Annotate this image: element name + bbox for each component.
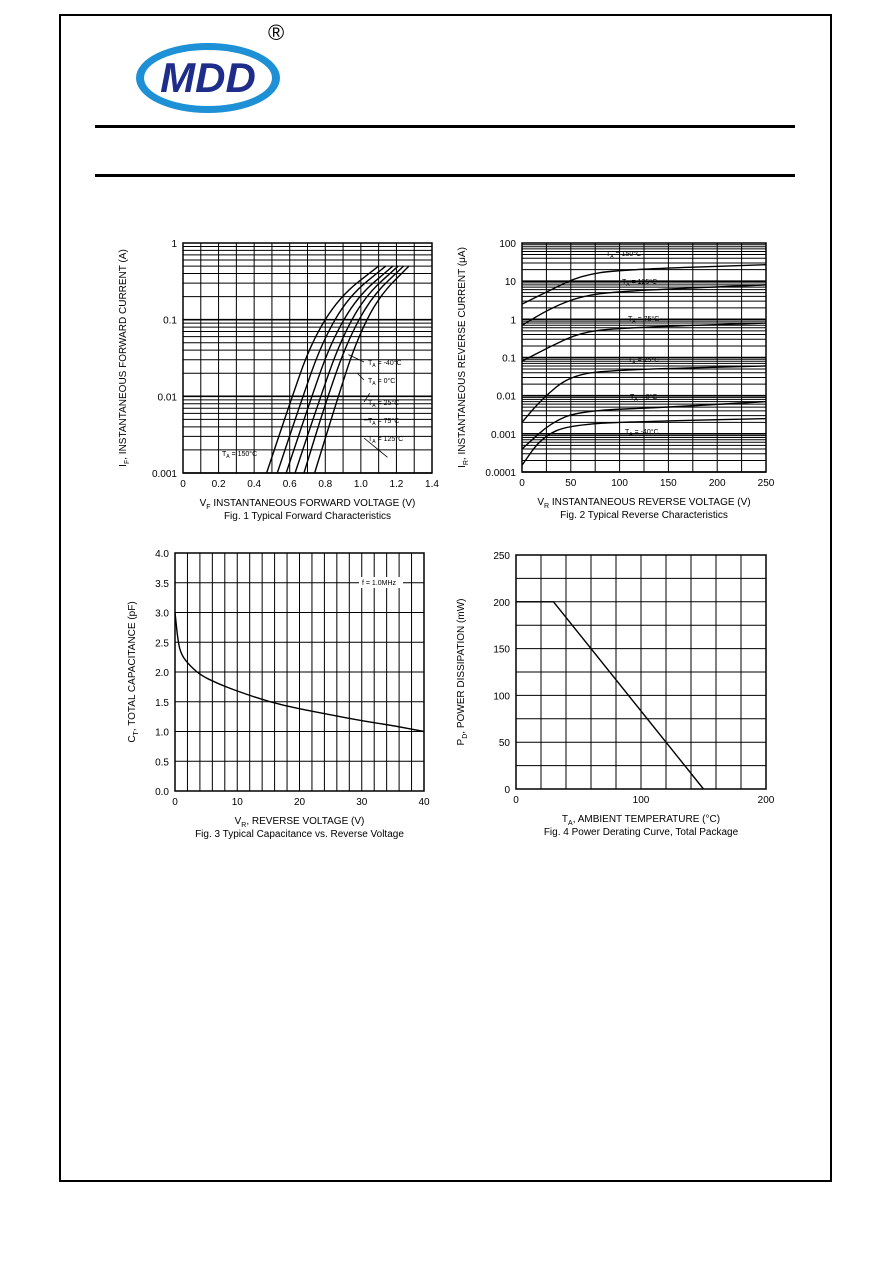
fig3-ytick-label: 2.5 (155, 638, 169, 650)
fig2-series-label-0: $T_A = 150^\circ C$ (606, 251, 642, 260)
fig4-ytick-label: 0 (504, 785, 510, 796)
fig1-xtick-label: 0.4 (247, 479, 262, 490)
fig1-series-line-0 (267, 266, 379, 473)
fig3-xtick-label: 0 (172, 797, 178, 808)
fig1-ytick-label: 0.001 (151, 469, 177, 480)
fig2-series-label-1: $T_A = 125^\circ C$ (622, 279, 658, 288)
fig4-xtick-label: 0 (513, 795, 519, 806)
fig2-ytick-label: 0.01 (496, 391, 516, 403)
fig2-xtick-label: 200 (708, 478, 726, 489)
fig1-series-label-3: $T_A = 25^\circ C$ (368, 400, 400, 409)
fig2-ytick-label: 0.1 (502, 353, 516, 365)
fig2-xtick-label: 50 (565, 478, 577, 489)
fig3-ytick-label: 2.0 (155, 668, 169, 679)
fig1-xtick-label: 0.8 (318, 479, 333, 490)
fig3-ytick-label: 1.5 (155, 697, 169, 709)
fig4-xlabel: $T_A$, AMBIENT TEMPERATURE (°C) (561, 814, 721, 827)
fig2-series-label-2: $T_A = 75^\circ C$ (628, 316, 660, 325)
fig2-ytick-label: 0.001 (490, 429, 516, 441)
fig1-series-label-4: $T_A = 0^\circ C$ (368, 378, 396, 387)
fig4-xtick-label: 100 (632, 795, 650, 806)
fig3-xtick-label: 40 (418, 797, 430, 808)
fig3-annotation: f = 1.0MHz (362, 580, 397, 587)
fig1-xtick-label: 0 (180, 479, 186, 490)
fig3-xtick-label: 20 (293, 797, 306, 808)
fig1-xlabel: $V_F$ INSTANTANEOUS FORWARD VOLTAGE (V) (199, 498, 416, 511)
fig4-ytick-label: 150 (493, 644, 510, 656)
fig3-ytick-label: 1.0 (155, 727, 169, 739)
fig2-xtick-label: 0 (519, 478, 525, 489)
registered-mark: ® (268, 20, 285, 45)
fig1-xtick-label: 0.6 (282, 479, 297, 490)
fig1-series-label-0: $T_A = 150^\circ C$ (222, 451, 258, 460)
fig2-ytick-label: 10 (504, 277, 516, 289)
fig2-series-label-4: $T_A = 0^\circ C$ (630, 394, 658, 403)
fig4-ytick-label: 250 (493, 551, 510, 562)
fig2-ylabel: $I_R$, INSTANTANEOUS REVERSE CURRENT (μA) (457, 247, 470, 468)
fig1-xtick-label: 0.2 (211, 479, 226, 490)
fig3-ytick-label: 0.5 (155, 757, 169, 769)
fig3-ytick-label: 3.5 (155, 578, 169, 590)
fig1-ytick-label: 0.1 (163, 315, 177, 327)
fig2-chart (457, 239, 775, 521)
fig2-series-label-3: $T_A = 25^\circ C$ (628, 357, 660, 366)
fig2-ytick-label: 0.0001 (485, 468, 516, 479)
fig4-xtick-label: 200 (757, 795, 775, 806)
fig2-ytick-label: 1 (510, 315, 516, 327)
fig4-ytick-label: 100 (493, 691, 510, 703)
fig2-xlabel: $V_R$ INSTANTANEOUS REVERSE VOLTAGE (V) (537, 497, 751, 510)
fig1-ytick-label: 0.01 (157, 392, 177, 404)
fig1-xtick-label: 1.2 (389, 479, 404, 490)
fig1-series-label-2: $T_A = 75^\circ C$ (368, 418, 400, 427)
fig4-grid (516, 555, 766, 789)
fig2-xtick-label: 100 (611, 478, 628, 489)
fig4-caption: Fig. 4 Power Derating Curve, Total Package (543, 827, 739, 838)
fig1-ytick-label: 1 (171, 239, 177, 250)
fig3-ytick-label: 4.0 (155, 549, 169, 560)
fig4-ytick-label: 200 (493, 597, 510, 609)
fig2-xtick-label: 150 (660, 478, 677, 489)
fig4-ytick-label: 50 (498, 738, 510, 750)
fig2-caption: Fig. 2 Typical Reverse Characteristics (560, 510, 728, 521)
fig3-xtick-label: 30 (356, 797, 368, 808)
fig3-ytick-label: 0.0 (155, 787, 169, 798)
fig3-grid (175, 553, 424, 791)
fig4-ylabel: $P_D$, POWER DISSIPATION (mW) (456, 598, 469, 746)
fig3-caption: Fig. 3 Typical Capacitance vs. Reverse Voltage (195, 829, 404, 840)
fig1-chart (118, 239, 439, 522)
fig1-series-label-5: $T_A = -40^\circ C$ (368, 360, 402, 369)
fig2-ytick-label: 100 (499, 239, 516, 250)
fig1-ylabel: $I_F$, INSTANTANEOUS FORWARD CURRENT (A) (118, 249, 131, 467)
fig2-series-label-5: $T_A = -40^\circ C$ (625, 429, 659, 438)
fig1-caption: Fig. 1 Typical Forward Characteristics (223, 511, 392, 522)
fig1-xtick-label: 1.0 (353, 479, 368, 490)
fig3-ytick-label: 3.0 (155, 608, 169, 620)
fig1-xtick-label: 1.4 (425, 479, 439, 490)
fig4-chart (456, 551, 775, 838)
fig3-xtick-label: 10 (231, 797, 243, 808)
fig1-series-label-1: $T_A = 125^\circ C$ (368, 436, 404, 445)
logo-text: MDD (160, 54, 256, 101)
fig3-chart (127, 549, 430, 840)
fig3-xlabel: $V_R$, REVERSE VOLTAGE (V) (234, 816, 365, 829)
fig2-xtick-label: 250 (757, 478, 775, 489)
fig3-ylabel: $C_T$, TOTAL CAPACITANCE (pF) (127, 601, 140, 743)
